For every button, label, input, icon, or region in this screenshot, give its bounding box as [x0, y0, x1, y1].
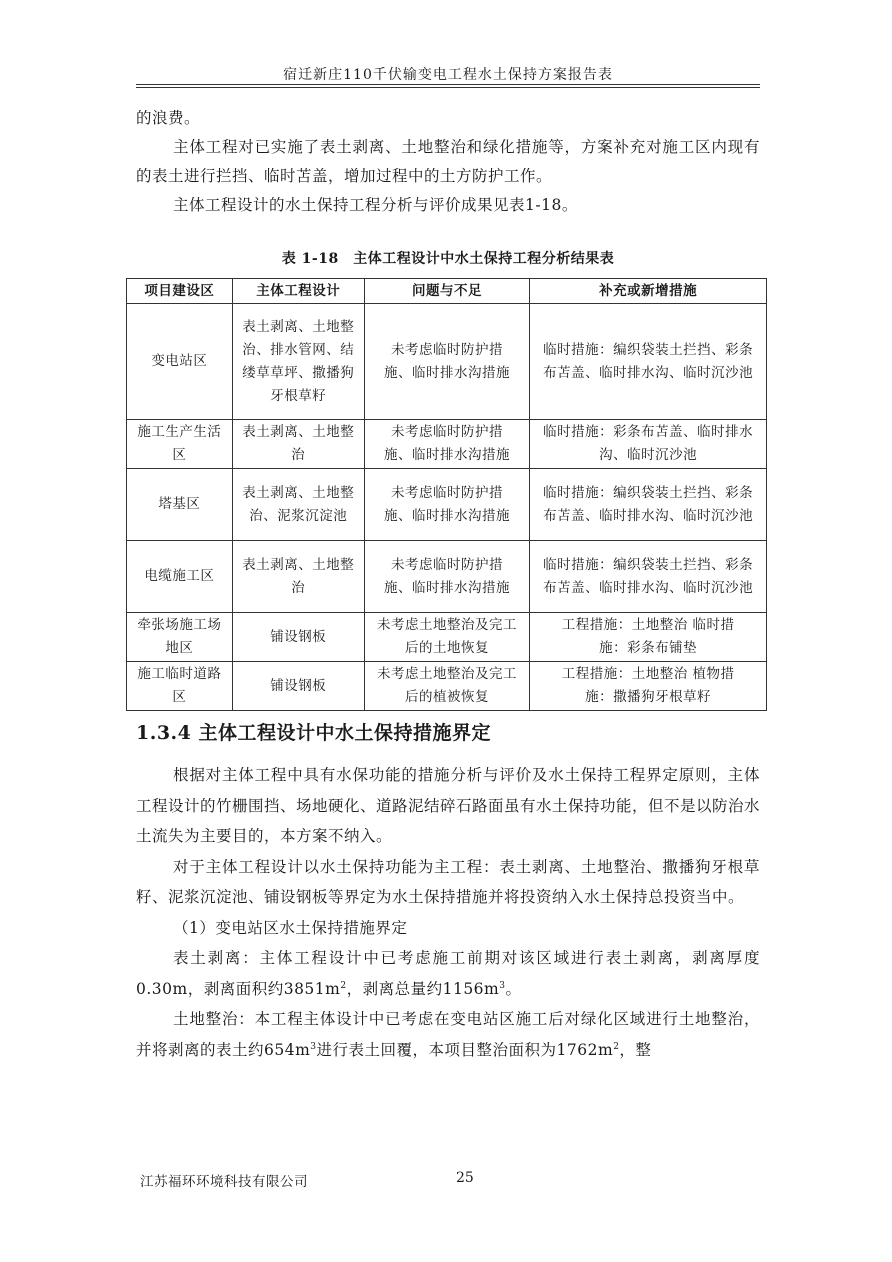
table-row: [127, 662, 767, 711]
cell-area: 电缆施工区: [127, 541, 233, 613]
table-row: [127, 613, 767, 662]
cell-area: 塔基区: [127, 469, 233, 541]
cell-problem: 未考虑临时防护措施、临时排水沟措施: [364, 420, 530, 469]
header-rule-thin: [136, 87, 760, 88]
paragraph-definition: 对于主体工程设计以水土保持功能为主工程：表土剥离、土地整治、撒播狗牙根草籽、泥浆沉淀池、铺设钢板等界定为水土保持措施并将投资纳入水土保持总投资当中。: [136, 857, 760, 906]
subsection-heading: （1）变电站区水土保持措施界定: [173, 918, 408, 937]
cell-measure: 临时措施：编织袋装土拦挡、彩条布苫盖、临时排水沟、临时沉沙池: [530, 469, 767, 541]
paragraph-topsoil: 表土剥离：主体工程设计中已考虑施工前期对该区域进行表土剥离，剥离厚度0.30m，剥离面积约$3851m^2$，剥离总量约$1156m^3$。: [136, 949, 760, 998]
table-row: [127, 304, 767, 420]
cell-area: 牵张场施工场地区: [127, 613, 233, 662]
section-heading: [136, 718, 760, 745]
footer-company: 江苏福环环境科技有限公司: [140, 1174, 308, 1190]
header-rule: [136, 84, 760, 85]
section-title: 主体工程设计中水土保持措施界定: [198, 722, 492, 744]
cell-design: 表土剥离、土地整治: [232, 420, 364, 469]
cell-measure: 工程措施：土地整治 植物措施：撒播狗牙根草籽: [530, 662, 767, 711]
cell-design: 表土剥离、土地整治、排水管网、结缕草草坪、撒播狗牙根草籽: [232, 304, 364, 420]
table-row: [127, 469, 767, 541]
cell-measure: 临时措施：彩条布苫盖、临时排水沟、临时沉沙池: [530, 420, 767, 469]
cell-design: 表土剥离、土地整治、泥浆沉淀池: [232, 469, 364, 541]
header-measures: 补充或新增措施: [530, 279, 767, 304]
page-header-title: 宿迁新庄110千伏输变电工程水土保持方案报告表: [283, 67, 613, 83]
cell-problem: 未考虑临时防护措施、临时排水沟措施: [364, 541, 530, 613]
paragraph-table-ref: 主体工程设计的水土保持工程分析与评价成果见表1-18。: [173, 196, 578, 214]
cell-design: 铺设钢板: [232, 613, 364, 662]
paragraph-continued: 的浪费。: [136, 109, 201, 127]
table-row: [127, 541, 767, 613]
analysis-table: [126, 278, 767, 711]
cell-problem: 未考虑土地整治及完工后的土地恢复: [364, 613, 530, 662]
cell-measure: 临时措施：编织袋装土拦挡、彩条布苫盖、临时排水沟、临时沉沙池: [530, 541, 767, 613]
cell-measure: 工程措施：土地整治 临时措施：彩条布铺垫: [530, 613, 767, 662]
table-row: [127, 420, 767, 469]
header-area: 项目建设区: [127, 279, 233, 304]
paragraph-land-grading: 土地整治：本工程主体设计中已考虑在变电站区施工后对绿化区域进行土地整治，并将剥离的表土约$654m^3$进行表土回覆，本项目整治面积为$1762m^2$，整: [136, 1010, 760, 1059]
cell-problem: 未考虑临时防护措施、临时排水沟措施: [364, 469, 530, 541]
cell-problem: 未考虑临时防护措施、临时排水沟措施: [364, 304, 530, 420]
page-number: 25: [456, 1170, 474, 1186]
section-number: 1.3.4: [136, 722, 192, 744]
cell-area: 变电站区: [127, 304, 233, 420]
cell-area: 施工生产生活区: [127, 420, 233, 469]
body-top: [136, 104, 760, 220]
cell-area: 施工临时道路区: [127, 662, 233, 711]
cell-problem: 未考虑土地整治及完工后的植被恢复: [364, 662, 530, 711]
body-bottom: [136, 760, 760, 1065]
header-main-design: 主体工程设计: [232, 279, 364, 304]
paragraph-principle: 根据对主体工程中具有水保功能的措施分析与评价及水土保持工程界定原则，主体工程设计的竹栅围挡、场地硬化、道路泥结碎石路面虽有水土保持功能，但不是以防治水土流失为主要目的，本方案不纳入。: [136, 766, 761, 845]
cell-measure: 临时措施：编织袋装土拦挡、彩条布苫盖、临时排水沟、临时沉沙池: [530, 304, 767, 420]
paragraph-supplement: 主体工程对已实施了表土剥离、土地整治和绿化措施等，方案补充对施工区内现有的表土进行拦挡、临时苫盖，增加过程中的土方防护工作。: [136, 138, 760, 185]
cell-design: 铺设钢板: [232, 662, 364, 711]
table-caption: 表 1-18 主体工程设计中水土保持工程分析结果表: [281, 251, 615, 267]
header-problems: 问题与不足: [364, 279, 530, 304]
cell-design: 表土剥离、土地整治: [232, 541, 364, 613]
table-header-row: [127, 279, 767, 304]
